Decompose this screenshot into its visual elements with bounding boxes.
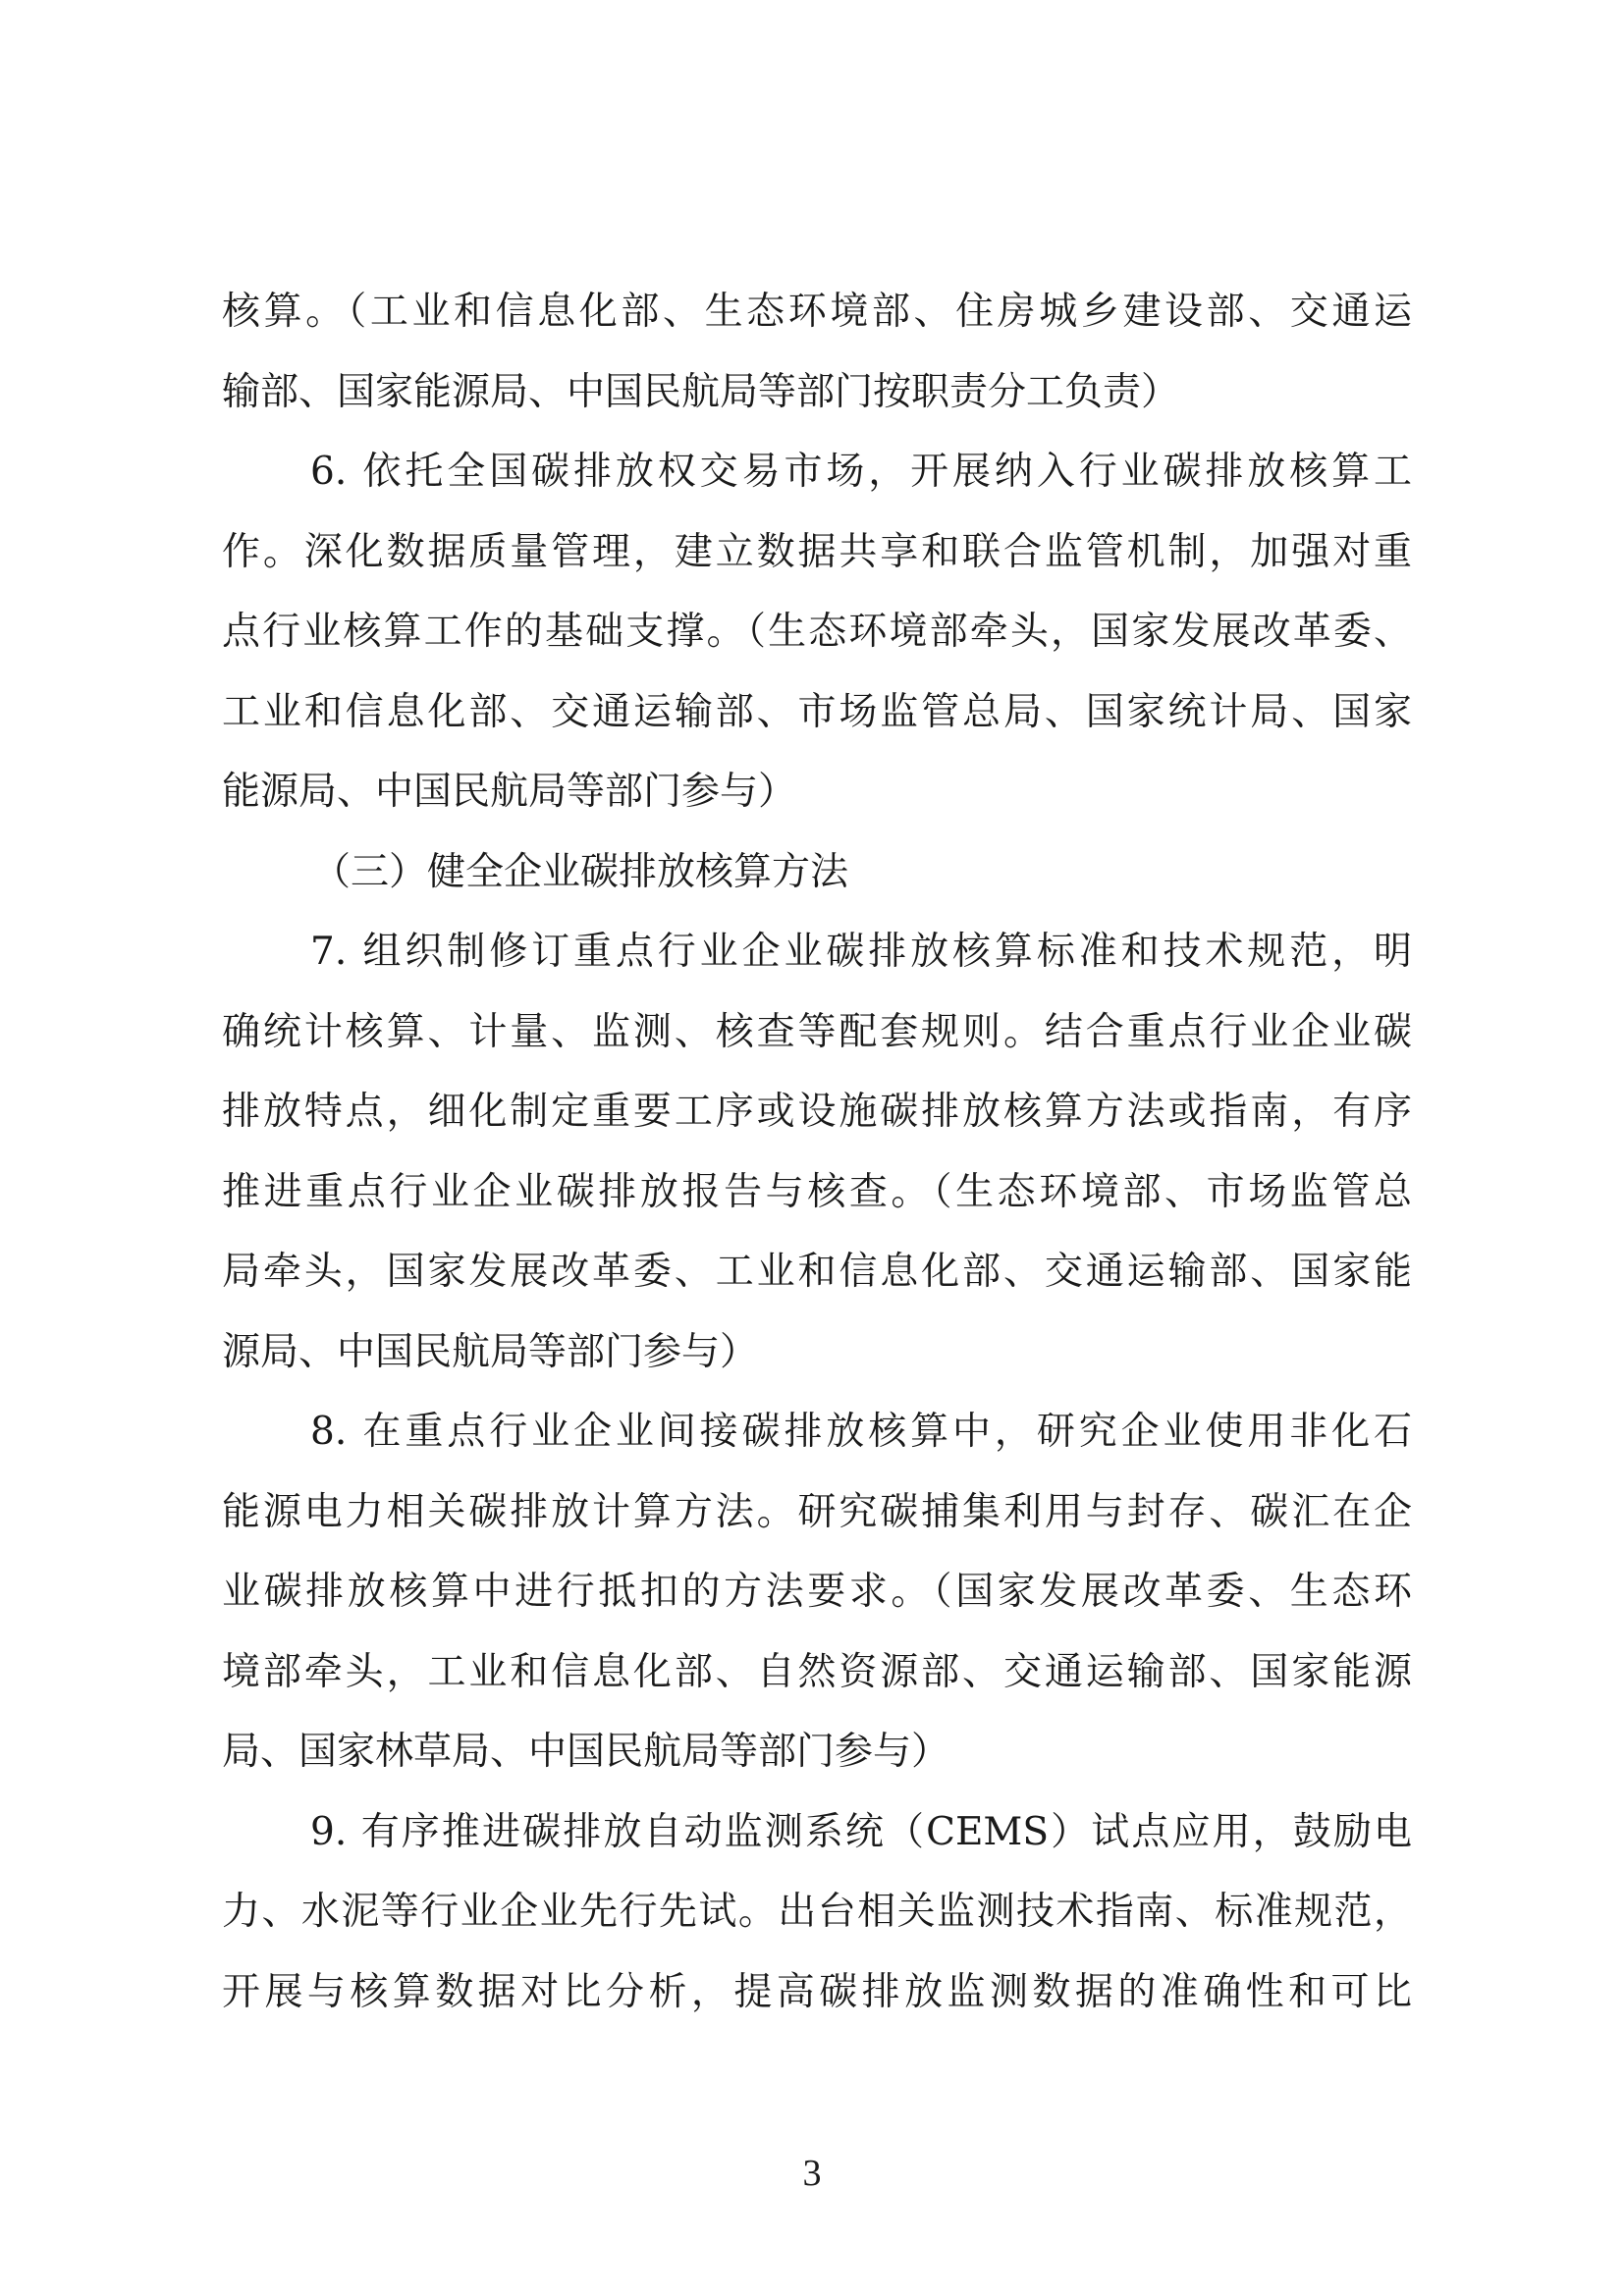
paragraph-line: 局、国家林草局、中国民航局等部门参与）	[222, 1730, 950, 1774]
paragraph-line: 能源电力相关碳排放计算方法。研究碳捕集利用与封存、碳汇在企	[222, 1489, 1412, 1534]
body-text	[222, 272, 1412, 2032]
page-number: 3	[802, 2153, 822, 2194]
paragraph-line: 作。深化数据质量管理，建立数据共享和联合监管机制，加强对重	[222, 529, 1412, 574]
paragraph-line: 点行业核算工作的基础支撑。（生态环境部牵头，国家发展改革委、	[222, 610, 1412, 654]
paragraph-line: 源局、中国民航局等部门参与）	[222, 1329, 759, 1374]
paragraph-line: 能源局、中国民航局等部门参与）	[222, 770, 797, 814]
paragraph-line: 确统计核算、计量、监测、核查等配套规则。结合重点行业企业碳	[222, 1009, 1412, 1054]
paragraph-line: 6. 依托全国碳排放权交易市场，开展纳入行业碳排放核算工	[310, 450, 1412, 494]
paragraph-line: 推进重点行业企业碳排放报告与核查。（生态环境部、市场监管总	[222, 1169, 1412, 1214]
paragraph-line: 力、水泥等行业企业先行先试。出台相关监测技术指南、标准规范，	[222, 1890, 1412, 1934]
paragraph-line: 9. 有序推进碳排放自动监测系统（CEMS）试点应用，鼓励电	[310, 1809, 1412, 1854]
paragraph-line: 输部、国家能源局、中国民航局等部门按职责分工负责）	[222, 369, 1180, 414]
paragraph-line: 8. 在重点行业企业间接碳排放核算中，研究企业使用非化石	[310, 1410, 1412, 1454]
paragraph-line: 开展与核算数据对比分析，提高碳排放监测数据的准确性和可比	[222, 1969, 1412, 2014]
section-heading: （三）健全企业碳排放核算方法	[312, 849, 849, 894]
paragraph-line: 境部牵头，工业和信息化部、自然资源部、交通运输部、国家能源	[222, 1649, 1412, 1694]
paragraph-line: 核算。（工业和信息化部、生态环境部、住房城乡建设部、交通运	[222, 290, 1412, 334]
paragraph-line: 7. 组织制修订重点行业企业碳排放核算标准和技术规范，明	[310, 930, 1412, 974]
paragraph-line: 工业和信息化部、交通运输部、市场监管总局、国家统计局、国家	[222, 689, 1412, 734]
paragraph-line: 业碳排放核算中进行抵扣的方法要求。（国家发展改革委、生态环	[222, 1570, 1412, 1614]
paragraph-line: 排放特点，细化制定重要工序或设施碳排放核算方法或指南，有序	[222, 1090, 1412, 1134]
paragraph-line: 局牵头，国家发展改革委、工业和信息化部、交通运输部、国家能	[222, 1250, 1412, 1294]
